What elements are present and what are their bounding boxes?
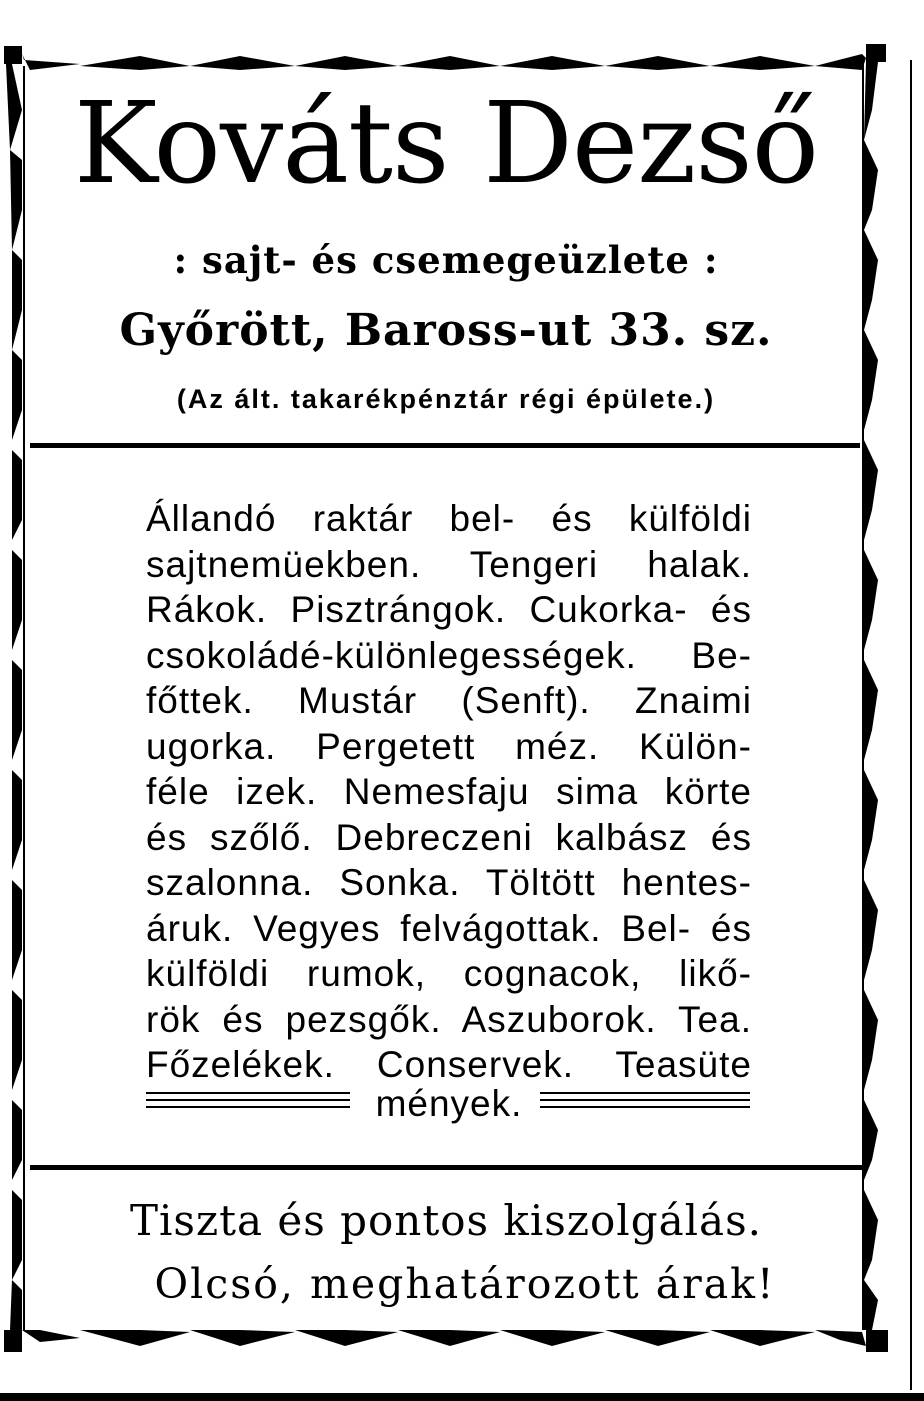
product-line: csokoládé-különlegességek. Be- bbox=[146, 634, 752, 676]
product-line: sajtnemüekben. Tengeri halak. bbox=[146, 543, 752, 585]
slogan-prices: Olcsó, meghatározott árak! bbox=[154, 1260, 776, 1308]
product-line: áruk. Vegyes felvágottak. Bel- és bbox=[146, 907, 752, 949]
product-line: rök és pezsgők. Aszuborok. Tea. bbox=[146, 998, 752, 1040]
product-line: és szőlő. Debreczeni kalbász és bbox=[146, 816, 752, 858]
product-line: Rákok. Pisztrángok. Cukorka- és bbox=[146, 589, 752, 630]
product-line: ugorka. Pergetett méz. Külön- bbox=[146, 725, 752, 767]
product-line: féle izek. Nemesfaju sima körte bbox=[146, 771, 752, 812]
building-note: (Az ált. takarékpénztár régi épülete.) bbox=[176, 384, 716, 414]
product-last-word: mények. bbox=[375, 1083, 523, 1124]
product-line: Főzelékek. Conservek. Teasüte bbox=[146, 1044, 752, 1085]
slogan-service: Tiszta és pontos kiszolgálás. bbox=[129, 1196, 763, 1245]
product-line: külföldi rumok, cognacok, likő- bbox=[146, 953, 752, 994]
shop-address: Győrött, Baross-ut 33. sz. bbox=[119, 305, 773, 356]
product-last-line bbox=[146, 1081, 752, 1126]
shop-subtitle: : sajt- és csemegeüzlete : bbox=[173, 238, 719, 282]
product-line: szalonna. Sonka. Töltött hentes- bbox=[146, 862, 752, 903]
product-line: főttek. Mustár (Senft). Znaimi bbox=[146, 680, 752, 721]
product-line: Állandó raktár bel- és külföldi bbox=[146, 498, 752, 539]
shop-owner-name: Kováts Dezső bbox=[73, 79, 819, 209]
product-description bbox=[146, 496, 752, 1088]
